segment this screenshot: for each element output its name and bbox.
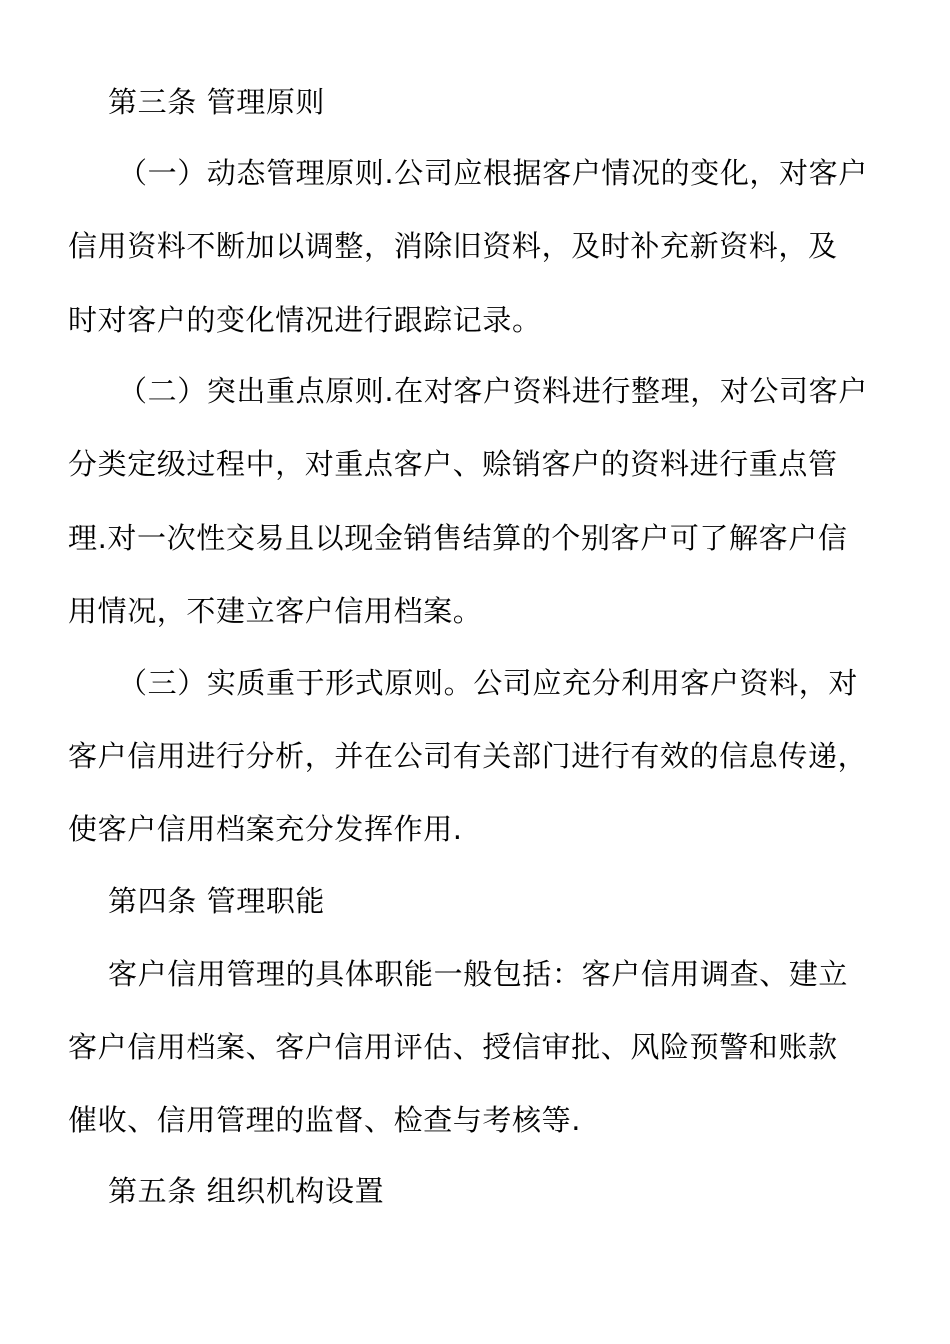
- principle-1-line-1: （一）动态管理原则.公司应根据客户情况的变化，对客户: [118, 156, 868, 190]
- principle-2-line-1: （二）突出重点原则.在对客户资料进行整理，对公司客户: [118, 374, 868, 408]
- principle-1-line-3: 时对客户的变化情况进行跟踪记录。: [68, 303, 542, 337]
- article-4-heading: 第四条 管理职能: [108, 884, 326, 918]
- article-3-heading: 第三条 管理原则: [108, 85, 326, 119]
- functions-line-1: 客户信用管理的具体职能一般包括：客户信用调查、建立: [108, 957, 849, 991]
- functions-line-3: 催收、信用管理的监督、检查与考核等.: [68, 1103, 582, 1137]
- principle-2-line-2: 分类定级过程中，对重点客户、赊销客户的资料进行重点管: [68, 447, 838, 481]
- principle-3-line-3: 使客户信用档案充分发挥作用.: [68, 812, 463, 846]
- principle-1-line-2: 信用资料不断加以调整，消除旧资料，及时补充新资料，及: [68, 229, 838, 263]
- article-5-heading: 第五条 组织机构设置: [108, 1174, 385, 1208]
- functions-line-2: 客户信用档案、客户信用评估、授信审批、风险预警和账款: [68, 1030, 838, 1064]
- principle-2-line-4: 用情况，不建立客户信用档案。: [68, 594, 483, 628]
- principle-3-line-2: 客户信用进行分析，并在公司有关部门进行有效的信息传递，: [68, 739, 868, 773]
- principle-2-line-3: 理.对一次性交易且以现金销售结算的个别客户可了解客户信: [68, 521, 848, 555]
- principle-3-line-1: （三）实质重于形式原则。公司应充分利用客户资料，对: [118, 666, 859, 700]
